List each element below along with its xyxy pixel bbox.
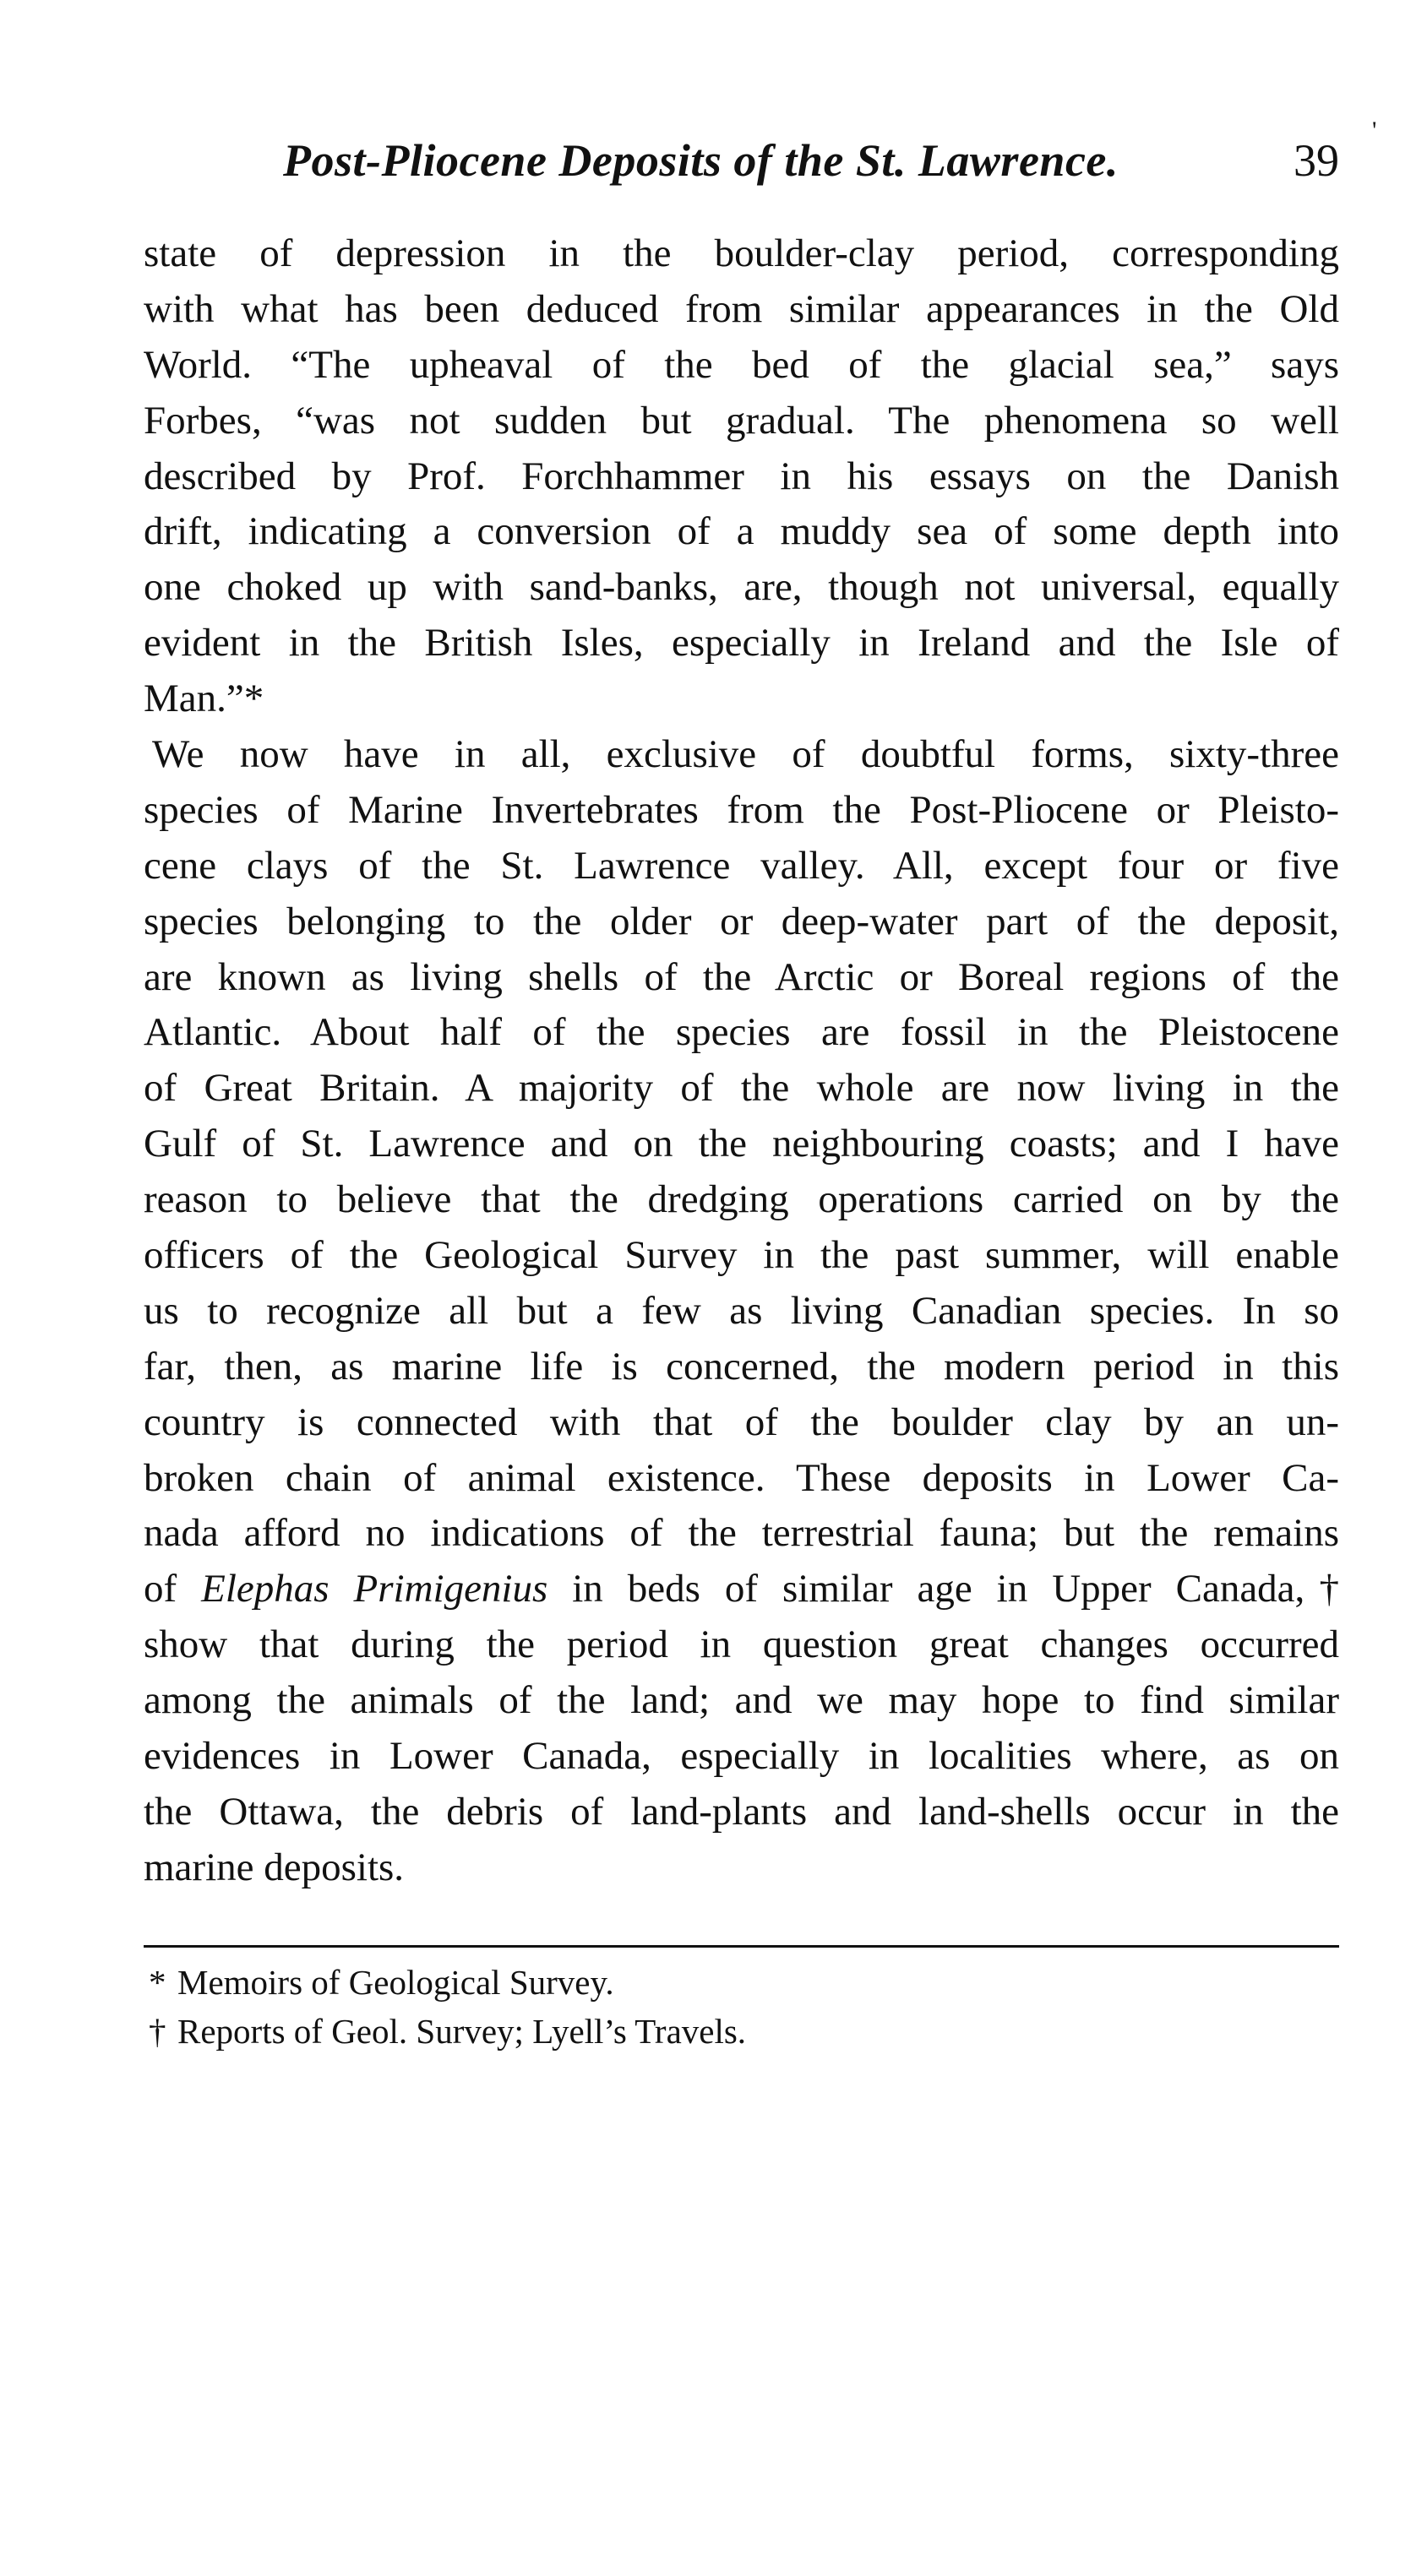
text-line: show that during the period in question great changes occurred bbox=[144, 1622, 1339, 1667]
text-line: officers of the Geological Survey in the past summer, will enable bbox=[144, 1233, 1339, 1278]
text-line: Forbes, “was not sudden but gradual. The phenomena so well bbox=[144, 398, 1339, 443]
stray-mark: ' bbox=[1372, 117, 1377, 144]
footnote-divider bbox=[144, 1945, 1339, 1948]
species-name: Elephas Primigenius bbox=[201, 1567, 548, 1611]
text-line: marine deposits. bbox=[144, 1845, 405, 1889]
footnote-text: Reports of Geol. Survey; Lyell’s Travels. bbox=[177, 2012, 747, 2051]
footnote-mark: * bbox=[149, 1963, 166, 2002]
footnote bbox=[149, 1958, 1163, 2007]
text-line: us to recognize all but a few as living Canadian species. In so bbox=[144, 1288, 1339, 1333]
running-head bbox=[144, 127, 1339, 194]
text-line: country is connected with that of the boulder clay by an un- bbox=[144, 1399, 1339, 1444]
text-line: species of Marine Invertebrates from the Post-Pliocene or Pleisto- bbox=[144, 787, 1339, 832]
text-line: state of depression in the boulder-clay period, corresponding bbox=[144, 231, 1339, 275]
text-line: among the animals of the land; and we may hope to find similar bbox=[144, 1678, 1339, 1723]
text-line: cene clays of the St. Lawrence valley. All, except four or five bbox=[144, 843, 1339, 888]
text-line: species belonging to the older or deep-water part of the deposit, bbox=[144, 899, 1339, 943]
text-line: broken chain of animal existence. These deposits in Lower Ca- bbox=[144, 1455, 1339, 1500]
text-line: evident in the British Isles, especially in Ireland and the Isle of bbox=[144, 621, 1339, 666]
text-fragment: of bbox=[144, 1567, 202, 1611]
text-line: evidences in Lower Canada, especially in localities where, as on bbox=[144, 1734, 1339, 1779]
running-title: Post-Pliocene Deposits of the St. Lawrence. bbox=[283, 135, 1119, 186]
text-line: Gulf of St. Lawrence and on the neighbouring coasts; and I have bbox=[144, 1122, 1339, 1166]
footnotes bbox=[149, 1958, 1163, 2056]
footnote-text: Memoirs of Geological Survey. bbox=[177, 1963, 614, 2002]
body-text bbox=[144, 226, 1339, 1896]
text-line: nada afford no indications of the terrestrial fauna; but the remains bbox=[144, 1511, 1339, 1556]
text-line: Atlantic. About half of the species are fossil in the Pleistocene bbox=[144, 1010, 1339, 1055]
text-line: far, then, as marine life is concerned, the modern period in this bbox=[144, 1344, 1339, 1389]
page-number: 39 bbox=[1294, 135, 1339, 186]
text-line: the Ottawa, the debris of land-plants and land-shells occur in the bbox=[144, 1789, 1339, 1834]
text-line: We now have in all, exclusive of doubtful forms, sixty-three bbox=[152, 732, 1339, 777]
text-line: described by Prof. Forchhammer in his essays on the Danish bbox=[144, 454, 1339, 498]
text-line: of Great Britain. A majority of the whole are now living in the bbox=[144, 1066, 1339, 1111]
text-line: drift, indicating a conversion of a muddy sea of some depth into bbox=[144, 509, 1339, 554]
text-fragment: in beds of similar age in Upper Canada,† bbox=[547, 1567, 1340, 1611]
text-line: are known as living shells of the Arctic or Boreal regions of the bbox=[144, 954, 1339, 999]
text-line: Man.”* bbox=[144, 677, 264, 721]
footnote-mark: † bbox=[149, 2012, 166, 2051]
text-line: with what has been deduced from similar appearances in the Old bbox=[144, 286, 1339, 331]
text-line: one choked up with sand-banks, are, though not universal, equally bbox=[144, 565, 1339, 610]
text-line: World. “The upheaval of the bed of the glacial sea,” says bbox=[144, 342, 1339, 387]
footnote bbox=[149, 2007, 1163, 2056]
text-line-with-italic bbox=[144, 1562, 1339, 1617]
text-line: reason to believe that the dredging operations carried on by the bbox=[144, 1177, 1339, 1222]
